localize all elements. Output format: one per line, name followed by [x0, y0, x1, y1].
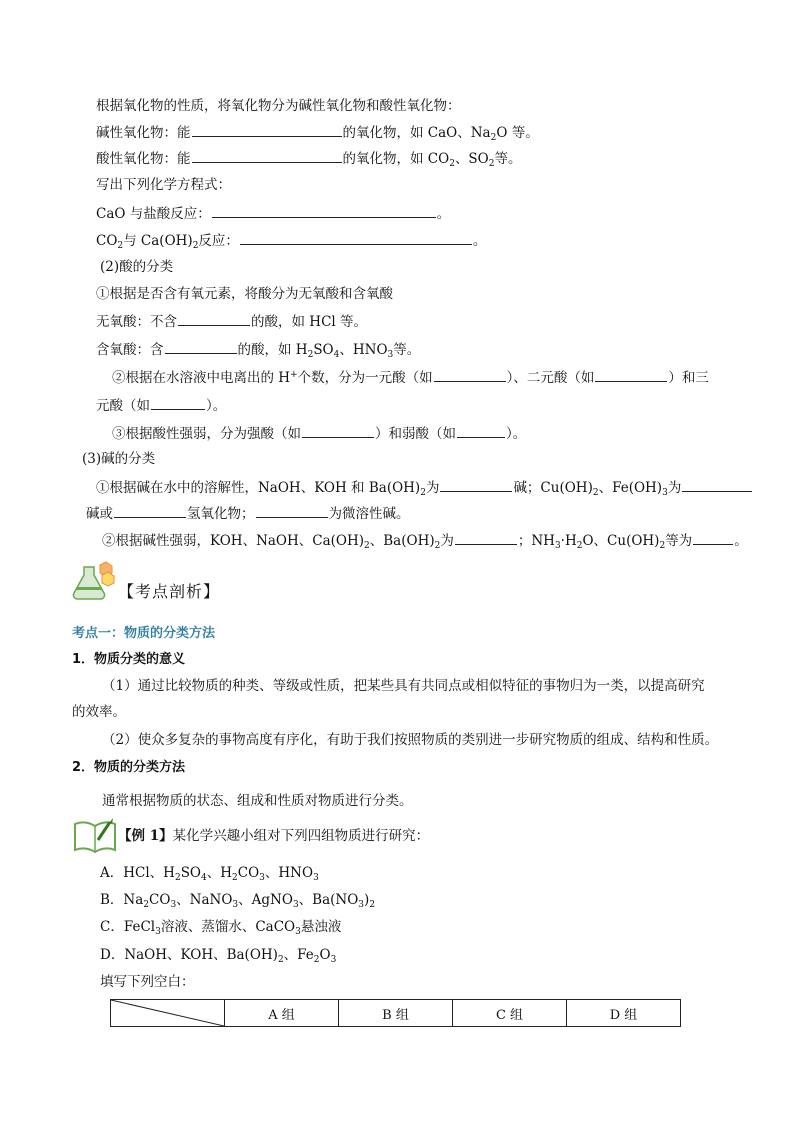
superscript: + [290, 370, 298, 380]
example-label: 【例 1】 [118, 828, 173, 844]
acid-oxide-suffix-b: 、SO [454, 151, 489, 167]
option-d [100, 946, 336, 964]
subscript: 2 [420, 488, 426, 498]
blank-no-oxy[interactable] [178, 312, 250, 326]
subscript: 2 [364, 541, 370, 551]
base-item-1-b: 为 [425, 480, 440, 496]
subscript: 3 [292, 900, 299, 910]
option-c-2: 溶液、蒸馏水、CaCO [160, 919, 296, 935]
option-b-2: CO [149, 892, 171, 908]
acid-item-2-c: ）、二元酸（如 [506, 370, 595, 386]
equation-1 [96, 204, 450, 223]
option-a-4: CO [237, 865, 260, 881]
table-header-row [111, 1000, 681, 1027]
base-item-2-b: 、Ba(OH) [369, 533, 435, 549]
base-item-1-g: 氢氧化物； [187, 506, 255, 522]
acid-item-2-b: 个数，分为一元酸（如 [297, 370, 433, 386]
option-d-1: D．NaOH、KOH、Ba(OH) [100, 947, 278, 963]
basic-oxide-prefix: 碱性氧化物：能 [96, 125, 191, 141]
keypoint-1: 考点一：物质的分类方法 [72, 626, 216, 641]
no-oxy-acid-line [96, 312, 367, 331]
para-1a: （1）通过比较物质的种类、等级或性质，把某些具有共同点或相似特征的事物归为一类，以提高研究 [102, 678, 705, 694]
base-item-1 [96, 478, 753, 497]
acid-item-3-b: ）和弱酸（如 [375, 426, 456, 442]
subscript: 2 [592, 488, 599, 498]
oxy-suffix-d: 等。 [393, 342, 421, 358]
option-a-2: SO [180, 865, 202, 881]
blank-soluble-base[interactable] [440, 478, 512, 492]
blank-monoprotic[interactable] [434, 368, 506, 382]
subscript: 3 [155, 927, 161, 937]
flask-icon [72, 561, 116, 601]
base-title: (3)碱的分类 [82, 451, 156, 467]
subscript: 2 [143, 900, 150, 910]
subscript: 2 [659, 541, 666, 551]
subscript: 2 [449, 159, 455, 169]
subscript: 3 [170, 900, 177, 910]
oxy-suffix-a: 的酸，如 H [237, 342, 308, 358]
base-item-2-d: ；NH [517, 533, 555, 549]
blank-strong-base[interactable] [455, 531, 517, 545]
equation-1-end: 。 [436, 206, 451, 222]
table-header-c: C 组 [453, 1000, 567, 1027]
acid-item-2 [112, 368, 709, 387]
para-2: （2）使众多复杂的事物高度有序化，有助于我们按照物质的类别进一步研究物质的组成、结构和性质。 [102, 732, 719, 748]
base-item-2 [102, 531, 748, 550]
basic-oxide-suffix-end: O 等。 [496, 125, 539, 141]
subscript: 2 [117, 241, 124, 251]
base-item-1-f: 碱或 [86, 506, 113, 522]
analysis-header: 【考点剖析】 [118, 582, 221, 601]
option-a-1: A．HCl、H [100, 865, 175, 881]
base-item-2-g: 等为 [665, 533, 693, 549]
acid-oxide-suffix: 的氧化物，如 CO [342, 151, 450, 167]
option-b-5: 、Ba(NO [298, 892, 359, 908]
acid-item-3-a: ③根据酸性强弱，分为强酸（如 [112, 426, 301, 442]
option-c-1: C．FeCl [100, 919, 156, 935]
oxide-intro: 根据氧化物的性质，将氧化物分为碱性氧化物和酸性氧化物： [96, 98, 461, 114]
acid-item-2-e: 元酸（如 [96, 398, 150, 414]
example-text: 某化学兴趣小组对下列四组物质进行研究： [172, 828, 430, 844]
diagonal-line [111, 1000, 224, 1026]
option-c [100, 918, 341, 936]
blank-insoluble-base[interactable] [682, 478, 752, 492]
base-item-2-f: O、Cu(OH) [582, 533, 660, 549]
blank-oxy[interactable] [165, 340, 237, 354]
subscript: 2 [313, 955, 320, 965]
subscript: 3 [358, 900, 365, 910]
acid-item-2-f: ）。 [206, 398, 227, 414]
no-oxy-suffix: 的酸，如 HCl 等。 [251, 314, 368, 330]
subscript: 2 [576, 541, 583, 551]
option-b-4: 、AgNO [238, 892, 293, 908]
acid-oxide-prefix: 酸性氧化物：能 [96, 151, 191, 167]
blank-basic-oxide[interactable] [192, 123, 342, 137]
table-header-d: D 组 [567, 1000, 681, 1027]
subscript: 2 [490, 133, 497, 143]
base-item-1-c: 碱；Cu(OH) [513, 480, 593, 496]
subscript: 3 [662, 488, 668, 498]
option-b-1: B．Na [100, 892, 144, 908]
subscript: 3 [295, 927, 301, 937]
example-1 [118, 827, 429, 845]
oxy-suffix-b: SO [313, 342, 334, 358]
acid-title: (2)酸的分类 [100, 259, 174, 275]
basic-oxide-line [96, 123, 539, 142]
diagonal-corner-cell [111, 1000, 225, 1027]
option-b-3: 、NaNO [176, 892, 233, 908]
table-header-b: B 组 [339, 1000, 453, 1027]
blank-slightly-soluble[interactable] [256, 504, 328, 518]
option-d-2: 、Fe [283, 947, 314, 963]
subscript: 2 [434, 541, 441, 551]
acid-item-3 [112, 424, 526, 443]
blank-weak-base[interactable] [693, 531, 733, 545]
table-header-a: A 组 [225, 1000, 339, 1027]
subscript: 2 [369, 900, 376, 910]
subscript: 2 [277, 955, 284, 965]
subscript: 2 [488, 159, 495, 169]
subscript: 3 [232, 900, 239, 910]
write-equations: 写出下列化学方程式： [96, 177, 231, 193]
subscript: 4 [201, 873, 207, 883]
blank-base-or[interactable] [114, 504, 186, 518]
base-item-1-cont [86, 504, 410, 523]
option-b [100, 891, 375, 909]
blank-triprotic[interactable] [151, 396, 205, 410]
acid-item-2-a: ②根据在水溶液中电离出的 H [112, 370, 291, 386]
option-a [100, 864, 319, 882]
base-item-1-a: ①根据碱在水中的溶解性，NaOH、KOH 和 Ba(OH) [96, 480, 421, 496]
blank-equation-1[interactable] [212, 204, 436, 218]
heading-1: 1．物质分类的意义 [72, 652, 186, 667]
equation-2-b: 与 Ca(OH) [123, 233, 193, 249]
subscript: 2 [174, 873, 181, 883]
option-b-6: ) [364, 892, 370, 908]
equation-1-prefix: CaO 与盐酸反应： [96, 206, 211, 222]
subscript: 3 [387, 350, 394, 360]
blank-acid-oxide[interactable] [192, 149, 342, 163]
equation-2-end: 。 [472, 233, 487, 249]
subscript: 2 [192, 241, 199, 251]
notebook-pen-icon [72, 816, 118, 854]
blank-weak-acid[interactable] [457, 424, 505, 438]
para-1b: 的效率。 [72, 704, 126, 720]
oxy-prefix: 含氧酸：含 [96, 342, 164, 358]
fill-instruction: 填写下列空白： [100, 974, 195, 990]
subscript: 3 [330, 955, 337, 965]
base-item-2-e: ·H [560, 533, 577, 549]
oxy-suffix-c: 、HNO [339, 342, 388, 358]
acid-item-3-c: ）。 [506, 426, 527, 442]
base-item-1-d: 、Fe(OH) [598, 480, 663, 496]
equation-2-a: CO [96, 233, 118, 249]
acid-item-2-d: ）和三 [668, 370, 709, 386]
blank-strong-acid[interactable] [302, 424, 374, 438]
base-item-2-a: ②根据碱性强弱，KOH、NaOH、Ca(OH) [102, 533, 365, 549]
acid-oxide-suffix-c: 等。 [494, 151, 522, 167]
base-item-1-h: 为微溶性碱。 [328, 506, 410, 522]
subscript: 3 [554, 541, 561, 551]
blank-diprotic[interactable] [595, 368, 667, 382]
heading-2: 2．物质的分类方法 [72, 760, 186, 775]
option-a-5: 、HNO [264, 865, 314, 881]
subscript: 2 [232, 873, 238, 883]
equation-2 [96, 231, 486, 250]
acid-item-2-cont [96, 396, 226, 415]
subscript: 3 [313, 873, 319, 883]
equation-2-c: 反应： [198, 233, 239, 249]
option-a-3: 、H [206, 865, 233, 881]
acid-oxide-line [96, 149, 522, 168]
basic-oxide-suffix: 的氧化物，如 CaO、Na [342, 125, 491, 141]
oxy-acid-line [96, 340, 420, 359]
blank-equation-2[interactable] [240, 231, 472, 245]
option-d-3: O [319, 947, 331, 963]
base-item-2-c: 为 [440, 533, 454, 549]
acid-item-1: ①根据是否含有氧元素，将酸分为无氧酸和含氧酸 [96, 286, 393, 302]
subscript: 2 [307, 350, 314, 360]
option-c-3: 悬浊液 [300, 919, 342, 935]
subscript: 4 [333, 350, 340, 360]
para-3: 通常根据物质的状态、组成和性质对物质进行分类。 [102, 793, 413, 809]
no-oxy-prefix: 无氧酸：不含 [96, 314, 177, 330]
base-item-1-e: 为 [667, 480, 682, 496]
subscript: 3 [259, 873, 265, 883]
base-item-2-h: 。 [734, 533, 748, 549]
answer-table [110, 999, 681, 1027]
